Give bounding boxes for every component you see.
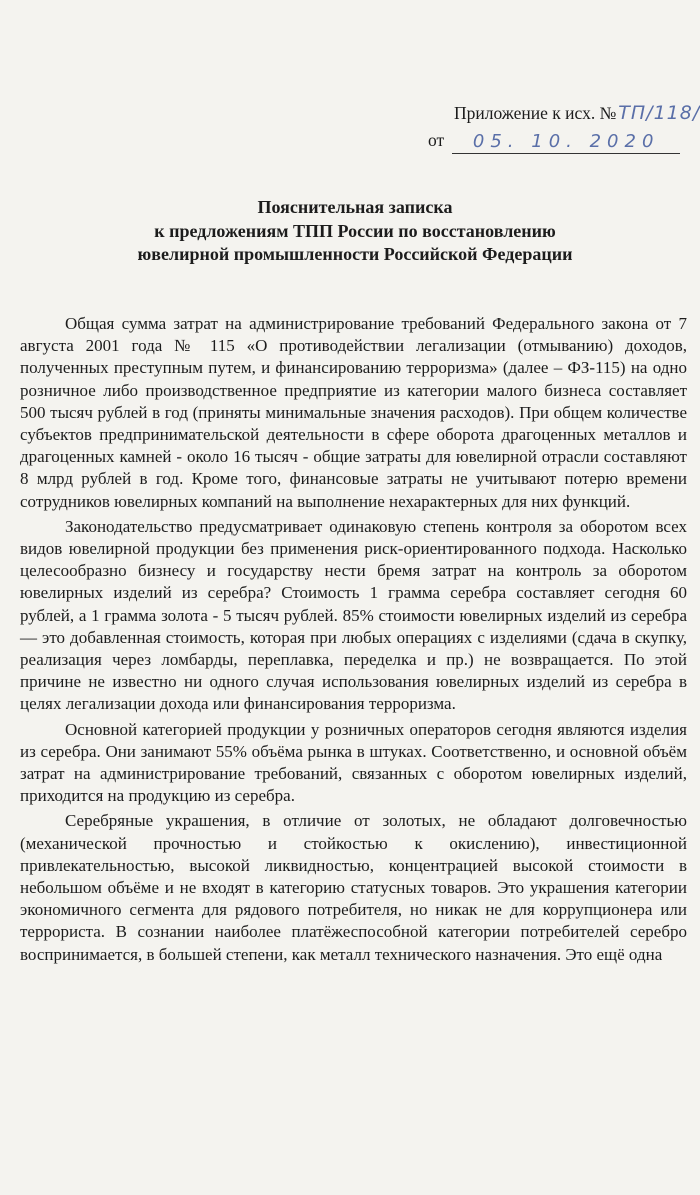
paragraph: Основной категорией продукции у розничных операторов сегодня являются изделия из серебра. Они занимают 55% объёма рынка в штуках. Соответственно, и основной объём затрат на администрирование требований, связанных с оборотом ювелирных изделий, приходится на продукцию из серебра. — [20, 719, 687, 806]
title-line: к предложениям ТПП России по восстановлению — [154, 220, 556, 241]
paragraph: Законодательство предусматривает одинаковую степень контроля за оборотом всех видов ювелирной продукции без применения риск-ориентированного подхода. Насколько целесообразно бизнесу и государству нести бремя затрат на контроль за оборотом ювелирных изделий из серебра? Стоимость 1 грамма серебра составляет сегодня 60 рублей, а 1 грамма золота - 5 тысяч рублей. 85% стоимости ювелирных изделий из серебра — это добавленная стоимость, которая при любых операциях с изделиями (сдача в скупку, реализация через ломбарды, переплавка, переделка и пр.) не возвращается. По этой причине не известно ни одного случая использования ювелирных изделий из серебра в целях легализации дохода или финансирования терроризма. — [20, 516, 687, 714]
appendix-note — [428, 100, 700, 154]
document-title — [40, 196, 670, 267]
handwritten-date: 05. 10. 2020 — [472, 131, 660, 152]
from-label: от — [428, 130, 445, 150]
appendix-date-line — [428, 127, 692, 154]
handwritten-outgoing-number: ТП/118/ — [618, 102, 700, 124]
title-line: ювелирной промышленности Российской Федерации — [137, 244, 573, 264]
title-line: Пояснительная записка — [257, 197, 453, 217]
paragraph: Серебряные украшения, в отличие от золотых, не обладают долговечностью (механической прочностью и стойкостью к окислению), инвестиционной привлекательностью, высокой ликвидностью, концентрацией высокой стоимости в небольшом объёме и не входят в категорию статусных товаров. Это украшения категории экономичного сегмента для рядового потребителя, но никак не для коррупционера или террориста. В сознании наиболее платёжеспособной категории потребителей серебро воспринимается, в большей степени, как металл технического назначения. Это ещё одна — [20, 811, 687, 964]
appendix-label: Приложение к исх. № — [454, 103, 617, 123]
document-body — [20, 313, 687, 969]
date-field — [452, 129, 680, 154]
paragraph: Общая сумма затрат на администрирование требований Федерального закона от 7 августа 2001 года № 115 «О противодействии легализации (отмыванию) доходов, полученных преступным путем, и финансированию терроризма» (далее – ФЗ-115) на одно розничное либо производственное предприятие из категории малого бизнеса составляет 500 тысяч рублей в год (приняты минимальные значения расходов). При общем количестве субъектов предпринимательской деятельности в сфере оборота драгоценных металлов и драгоценных камней - около 16 тысяч - общие затраты для ювелирной отрасли составляют 8 млрд рублей в год. Кроме того, финансовые затраты не учитывают потерю времени сотрудников ювелирных компаний на выполнение нехарактерных для них функций. — [20, 314, 687, 511]
appendix-number-line — [428, 100, 700, 127]
